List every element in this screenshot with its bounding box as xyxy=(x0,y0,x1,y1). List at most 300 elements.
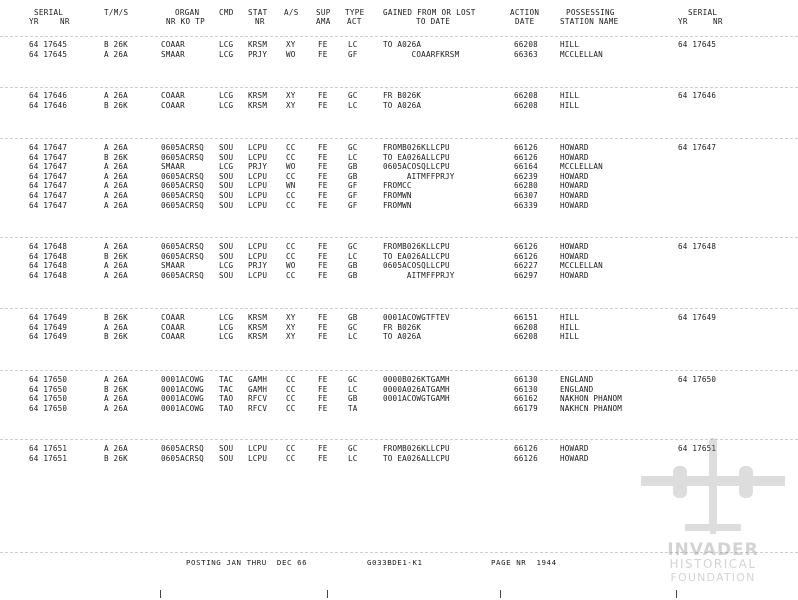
cell-date: 66126 xyxy=(514,152,538,162)
cell-organ: 0605ACRSQ xyxy=(161,191,204,200)
footer-posting: POSTING JAN THRU DEC 66 xyxy=(186,558,308,567)
cell-station: HILL xyxy=(560,100,580,110)
cell-station: HILL xyxy=(560,332,580,342)
cell-station: HOWARD xyxy=(560,444,589,453)
cell-serial: 64 17647 xyxy=(29,143,68,152)
cell-cmd: SOU xyxy=(219,143,234,152)
cell-stat: LCPU xyxy=(248,444,268,453)
cell-tms: B 26K xyxy=(104,384,128,394)
cell-as: CC xyxy=(286,394,296,404)
record-row xyxy=(0,261,798,270)
cell-date: 66126 xyxy=(514,251,538,261)
cell-tms: A 26A xyxy=(104,375,128,384)
record-row xyxy=(0,153,798,162)
record-row xyxy=(0,172,798,181)
cell-station: HOWARD xyxy=(560,143,589,152)
cell-stat: KRSM xyxy=(248,332,268,342)
cell-organ: 0001ACOWG xyxy=(161,403,204,413)
cell-serial: 64 17651 xyxy=(29,444,68,453)
header-station-name: STATION NAME xyxy=(560,17,619,26)
cell-station: HOWARD xyxy=(560,270,589,280)
cell-stat: LCPU xyxy=(248,270,268,280)
cell-act: GB xyxy=(348,171,358,181)
cell-serial: 64 17650 xyxy=(29,403,68,413)
cell-serial-right: 64 17650 xyxy=(678,375,717,384)
cell-serial: 64 17648 xyxy=(29,242,68,251)
record-row xyxy=(0,50,798,59)
cell-station: NAKHCN PHANOM xyxy=(560,403,623,413)
record-row xyxy=(0,101,798,110)
cell-as: WO xyxy=(286,261,296,271)
cell-tms: A 26A xyxy=(104,143,128,152)
cell-cmd: TAO xyxy=(219,403,234,413)
cell-gained: FR B026K xyxy=(383,91,422,100)
cell-gained: FROMCC xyxy=(383,181,412,191)
cell-act: GB xyxy=(348,270,358,280)
cell-gained: FROMWN xyxy=(383,200,412,210)
cell-date: 66126 xyxy=(514,453,538,463)
cell-organ: 0605ACRSQ xyxy=(161,171,204,181)
cell-serial: 64 17647 xyxy=(29,181,68,191)
cell-act: GB xyxy=(348,261,358,271)
footer-code: G033BDE1-K1 xyxy=(367,558,423,567)
cell-station: HOWARD xyxy=(560,242,589,251)
cell-cmd: LCG xyxy=(219,261,234,271)
cell-tms: A 26A xyxy=(104,270,128,280)
cell-cmd: TAO xyxy=(219,394,234,404)
cell-date: 66208 xyxy=(514,322,538,332)
header-yr: YR xyxy=(29,17,39,26)
cell-gained: 0000A026ATGAMH xyxy=(383,384,450,394)
cell-sup: FE xyxy=(318,152,328,162)
cell-station: NAKHON PHANOM xyxy=(560,394,623,404)
cell-act: GF xyxy=(348,181,358,191)
cell-date: 66162 xyxy=(514,394,538,404)
cell-stat: KRSM xyxy=(248,100,268,110)
header-stat: STAT xyxy=(248,8,268,17)
cell-as: WO xyxy=(286,49,296,59)
cell-cmd: SOU xyxy=(219,242,234,251)
record-row xyxy=(0,181,798,190)
cell-serial: 64 17648 xyxy=(29,261,68,271)
cell-station: MCCLELLAN xyxy=(560,162,603,172)
cell-as: WN xyxy=(286,181,296,191)
cell-date: 66130 xyxy=(514,384,538,394)
header-serial: SERIAL xyxy=(34,8,64,17)
cell-as: CC xyxy=(286,384,296,394)
cell-stat: KRSM xyxy=(248,40,268,49)
header-as: A/S xyxy=(284,8,299,17)
cell-serial: 64 17647 xyxy=(29,171,68,181)
header-stat-nr: NR xyxy=(255,17,265,26)
cell-as: XY xyxy=(286,40,296,49)
cell-gained: FROMB026KLLCPU xyxy=(383,444,450,453)
header-cmd: CMD xyxy=(219,8,234,17)
cell-gained: AITMFFPRJY xyxy=(383,171,455,181)
cell-stat: RFCV xyxy=(248,394,268,404)
cell-tms: A 26A xyxy=(104,162,128,172)
cell-as: CC xyxy=(286,444,296,453)
cell-as: CC xyxy=(286,270,296,280)
header-action: ACTION xyxy=(510,8,540,17)
cell-act: GF xyxy=(348,49,358,59)
cell-sup: FE xyxy=(318,100,328,110)
cell-cmd: SOU xyxy=(219,181,234,191)
cell-serial: 64 17650 xyxy=(29,384,68,394)
cell-tms: A 26A xyxy=(104,403,128,413)
cell-date: 66280 xyxy=(514,181,538,191)
cell-tms: B 26K xyxy=(104,251,128,261)
cell-stat: LCPU xyxy=(248,181,268,191)
cell-gained: 0000B026KTGAMH xyxy=(383,375,450,384)
cell-station: HOWARD xyxy=(560,453,589,463)
cell-sup: FE xyxy=(318,49,328,59)
cell-act: LC xyxy=(348,384,358,394)
fold-tick xyxy=(327,590,328,598)
cell-cmd: SOU xyxy=(219,200,234,210)
cell-gained: TO A026A xyxy=(383,40,422,49)
cell-gained: TO A026A xyxy=(383,332,422,342)
cell-sup: FE xyxy=(318,171,328,181)
cell-organ: 0605ACRSQ xyxy=(161,453,204,463)
cell-serial-right: 64 17649 xyxy=(678,313,717,322)
form-rule-line xyxy=(0,308,798,309)
header-nr-ko-tp: NR KO TP xyxy=(166,17,205,26)
cell-serial-right: 64 17645 xyxy=(678,40,717,49)
cell-serial-right: 64 17646 xyxy=(678,91,717,100)
cell-cmd: LCG xyxy=(219,313,234,322)
cell-as: CC xyxy=(286,191,296,200)
cell-as: CC xyxy=(286,375,296,384)
cell-organ: 0605ACRSQ xyxy=(161,200,204,210)
cell-date: 66126 xyxy=(514,242,538,251)
cell-cmd: SOU xyxy=(219,453,234,463)
cell-as: CC xyxy=(286,251,296,261)
header-possessing: POSSESSING xyxy=(566,8,615,17)
cell-sup: FE xyxy=(318,200,328,210)
form-rule-line xyxy=(0,138,798,139)
cell-organ: SMAAR xyxy=(161,261,185,271)
cell-as: CC xyxy=(286,152,296,162)
cell-date: 66208 xyxy=(514,91,538,100)
cell-serial: 64 17646 xyxy=(29,100,68,110)
cell-serial: 64 17651 xyxy=(29,453,68,463)
cell-gained: COAARFKRSM xyxy=(383,49,460,59)
cell-sup: FE xyxy=(318,143,328,152)
record-row xyxy=(0,162,798,171)
form-rule-line xyxy=(0,36,798,37)
record-row xyxy=(0,191,798,200)
cell-date: 66151 xyxy=(514,313,538,322)
cell-sup: FE xyxy=(318,394,328,404)
cell-gained: 0605ACOSQLLCPU xyxy=(383,162,450,172)
cell-cmd: LCG xyxy=(219,332,234,342)
record-row xyxy=(0,40,798,49)
cell-tms: B 26K xyxy=(104,313,128,322)
cell-date: 66208 xyxy=(514,100,538,110)
record-row xyxy=(0,271,798,280)
record-row xyxy=(0,404,798,413)
cell-date: 66297 xyxy=(514,270,538,280)
header-ama: AMA xyxy=(316,17,331,26)
cell-station: HOWARD xyxy=(560,171,589,181)
cell-act: GC xyxy=(348,91,358,100)
cell-organ: 0605ACRSQ xyxy=(161,444,204,453)
cell-tms: B 26K xyxy=(104,40,128,49)
record-row xyxy=(0,323,798,332)
header-nr: NR xyxy=(60,17,70,26)
watermark-line-1: INVADER xyxy=(667,540,759,560)
cell-cmd: SOU xyxy=(219,270,234,280)
cell-as: XY xyxy=(286,322,296,332)
cell-station: HOWARD xyxy=(560,200,589,210)
record-row xyxy=(0,385,798,394)
record-row xyxy=(0,242,798,251)
cell-as: WO xyxy=(286,162,296,172)
cell-sup: FE xyxy=(318,191,328,200)
header-nr-right: NR xyxy=(713,17,723,26)
cell-serial: 64 17645 xyxy=(29,40,68,49)
cell-cmd: SOU xyxy=(219,171,234,181)
cell-station: MCCLELLAN xyxy=(560,261,603,271)
footer-page-number: PAGE NR 1944 xyxy=(491,558,557,567)
header-to-date: TO DATE xyxy=(416,17,451,26)
cell-tms: A 26A xyxy=(104,394,128,404)
cell-organ: COAAR xyxy=(161,322,185,332)
cell-date: 66208 xyxy=(514,332,538,342)
cell-organ: 0605ACRSQ xyxy=(161,251,204,261)
header-yr-right: YR xyxy=(678,17,688,26)
cell-sup: FE xyxy=(318,384,328,394)
cell-organ: COAAR xyxy=(161,40,185,49)
cell-gained: TO A026A xyxy=(383,100,422,110)
cell-sup: FE xyxy=(318,40,328,49)
cell-stat: LCPU xyxy=(248,191,268,200)
cell-organ: SMAAR xyxy=(161,162,185,172)
header-type: TYPE xyxy=(345,8,365,17)
cell-station: ENGLAND xyxy=(560,375,594,384)
cell-gained: TO EA026ALLCPU xyxy=(383,453,450,463)
cell-station: MCCLELLAN xyxy=(560,49,603,59)
cell-cmd: SOU xyxy=(219,444,234,453)
cell-organ: SMAAR xyxy=(161,49,185,59)
cell-as: XY xyxy=(286,332,296,342)
cell-serial: 64 17648 xyxy=(29,270,68,280)
cell-cmd: LCG xyxy=(219,162,234,172)
form-rule-line xyxy=(0,87,798,88)
cell-cmd: SOU xyxy=(219,152,234,162)
cell-station: HOWARD xyxy=(560,191,589,200)
cell-sup: FE xyxy=(318,375,328,384)
cell-act: GC xyxy=(348,242,358,251)
cell-serial: 64 17649 xyxy=(29,313,68,322)
cell-sup: FE xyxy=(318,162,328,172)
cell-act: GB xyxy=(348,313,358,322)
cell-cmd: LCG xyxy=(219,40,234,49)
cell-tms: B 26K xyxy=(104,100,128,110)
cell-cmd: TAC xyxy=(219,375,234,384)
cell-stat: LCPU xyxy=(248,453,268,463)
cell-tms: A 26A xyxy=(104,200,128,210)
cell-serial: 64 17648 xyxy=(29,251,68,261)
cell-station: HILL xyxy=(560,313,580,322)
watermark-line-3: FOUNDATION xyxy=(670,571,756,584)
cell-organ: 0605ACRSQ xyxy=(161,270,204,280)
header-organ: ORGAN xyxy=(175,8,200,17)
cell-tms: A 26A xyxy=(104,181,128,191)
cell-as: CC xyxy=(286,453,296,463)
fold-tick xyxy=(676,590,677,598)
cell-stat: KRSM xyxy=(248,91,268,100)
cell-sup: FE xyxy=(318,403,328,413)
header-gained: GAINED FROM OR LOST xyxy=(383,8,476,17)
header-sup: SUP xyxy=(316,8,331,17)
header-date: DATE xyxy=(515,17,535,26)
cell-act: LC xyxy=(348,332,358,342)
cell-act: GF xyxy=(348,191,358,200)
cell-sup: FE xyxy=(318,270,328,280)
cell-cmd: LCG xyxy=(219,91,234,100)
cell-organ: 0605ACRSQ xyxy=(161,181,204,191)
cell-organ: COAAR xyxy=(161,100,185,110)
record-row xyxy=(0,91,798,100)
cell-as: XY xyxy=(286,313,296,322)
form-rule-line xyxy=(0,237,798,238)
cell-sup: FE xyxy=(318,242,328,251)
cell-date: 66339 xyxy=(514,200,538,210)
cell-gained: FROMB026KLLCPU xyxy=(383,143,450,152)
cell-tms: A 26A xyxy=(104,444,128,453)
cell-serial: 64 17650 xyxy=(29,375,68,384)
record-row xyxy=(0,332,798,341)
cell-station: HILL xyxy=(560,322,580,332)
cell-gained: FROMWN xyxy=(383,191,412,200)
cell-organ: 0605ACRSQ xyxy=(161,143,204,152)
cell-serial: 64 17647 xyxy=(29,152,68,162)
cell-date: 66126 xyxy=(514,444,538,453)
cell-sup: FE xyxy=(318,313,328,322)
cell-as: CC xyxy=(286,242,296,251)
cell-gained: AITMFFPRJY xyxy=(383,270,455,280)
header-serial-right: SERIAL xyxy=(688,8,718,17)
cell-serial: 64 17647 xyxy=(29,200,68,210)
cell-serial: 64 17650 xyxy=(29,394,68,404)
cell-gained: 0605ACOSQLLCPU xyxy=(383,261,450,271)
cell-gained: FR B026K xyxy=(383,322,422,332)
fold-tick xyxy=(500,590,501,598)
cell-stat: KRSM xyxy=(248,322,268,332)
cell-act: GF xyxy=(348,200,358,210)
cell-station: HILL xyxy=(560,91,580,100)
cell-date: 66179 xyxy=(514,403,538,413)
cell-stat: PRJY xyxy=(248,261,268,271)
cell-organ: COAAR xyxy=(161,91,185,100)
cell-serial: 64 17647 xyxy=(29,191,68,200)
fold-tick xyxy=(160,590,161,598)
cell-act: GC xyxy=(348,322,358,332)
cell-as: CC xyxy=(286,143,296,152)
cell-tms: B 26K xyxy=(104,152,128,162)
cell-stat: RFCV xyxy=(248,403,268,413)
cell-gained: FROMB026KLLCPU xyxy=(383,242,450,251)
cell-act: GB xyxy=(348,394,358,404)
cell-station: HILL xyxy=(560,40,580,49)
cell-date: 66363 xyxy=(514,49,538,59)
cell-stat: GAMH xyxy=(248,375,268,384)
cell-stat: KRSM xyxy=(248,313,268,322)
cell-serial-right: 64 17647 xyxy=(678,143,717,152)
cell-stat: LCPU xyxy=(248,152,268,162)
cell-serial-right: 64 17651 xyxy=(678,444,717,453)
cell-stat: LCPU xyxy=(248,242,268,251)
cell-act: GC xyxy=(348,143,358,152)
cell-cmd: SOU xyxy=(219,251,234,261)
cell-act: GC xyxy=(348,375,358,384)
cell-act: LC xyxy=(348,453,358,463)
cell-act: GB xyxy=(348,162,358,172)
cell-sup: FE xyxy=(318,332,328,342)
cell-sup: FE xyxy=(318,91,328,100)
cell-tms: A 26A xyxy=(104,49,128,59)
cell-sup: FE xyxy=(318,251,328,261)
cell-organ: 0001ACOWG xyxy=(161,394,204,404)
cell-tms: A 26A xyxy=(104,171,128,181)
cell-stat: LCPU xyxy=(248,200,268,210)
cell-act: LC xyxy=(348,152,358,162)
cell-tms: B 26K xyxy=(104,332,128,342)
cell-organ: 0001ACOWG xyxy=(161,375,204,384)
cell-as: XY xyxy=(286,100,296,110)
cell-station: HOWARD xyxy=(560,181,589,191)
cell-stat: LCPU xyxy=(248,251,268,261)
cell-as: CC xyxy=(286,171,296,181)
cell-sup: FE xyxy=(318,322,328,332)
cell-tms: A 26A xyxy=(104,322,128,332)
cell-date: 66126 xyxy=(514,143,538,152)
cell-station: HOWARD xyxy=(560,152,589,162)
form-rule-line xyxy=(0,370,798,371)
cell-station: ENGLAND xyxy=(560,384,594,394)
cell-cmd: LCG xyxy=(219,49,234,59)
cell-organ: 0605ACRSQ xyxy=(161,242,204,251)
header-act: ACT xyxy=(347,17,362,26)
cell-stat: PRJY xyxy=(248,49,268,59)
cell-sup: FE xyxy=(318,444,328,453)
cell-date: 66227 xyxy=(514,261,538,271)
cell-sup: FE xyxy=(318,261,328,271)
cell-serial: 64 17645 xyxy=(29,49,68,59)
cell-tms: B 26K xyxy=(104,453,128,463)
record-row xyxy=(0,143,798,152)
cell-serial: 64 17649 xyxy=(29,322,68,332)
invader-foundation-watermark xyxy=(633,432,793,582)
cell-as: CC xyxy=(286,200,296,210)
cell-date: 66307 xyxy=(514,191,538,200)
cell-serial-right: 64 17648 xyxy=(678,242,717,251)
cell-act: TA xyxy=(348,403,358,413)
cell-date: 66130 xyxy=(514,375,538,384)
cell-station: HOWARD xyxy=(560,251,589,261)
cell-stat: GAMH xyxy=(248,384,268,394)
cell-date: 66239 xyxy=(514,171,538,181)
cell-gained: 0001ACOWGTFTEV xyxy=(383,313,450,322)
cell-cmd: SOU xyxy=(219,191,234,200)
header-tms: T/M/S xyxy=(104,8,129,17)
cell-serial: 64 17647 xyxy=(29,162,68,172)
record-row xyxy=(0,252,798,261)
record-row xyxy=(0,313,798,322)
cell-organ: COAAR xyxy=(161,313,185,322)
